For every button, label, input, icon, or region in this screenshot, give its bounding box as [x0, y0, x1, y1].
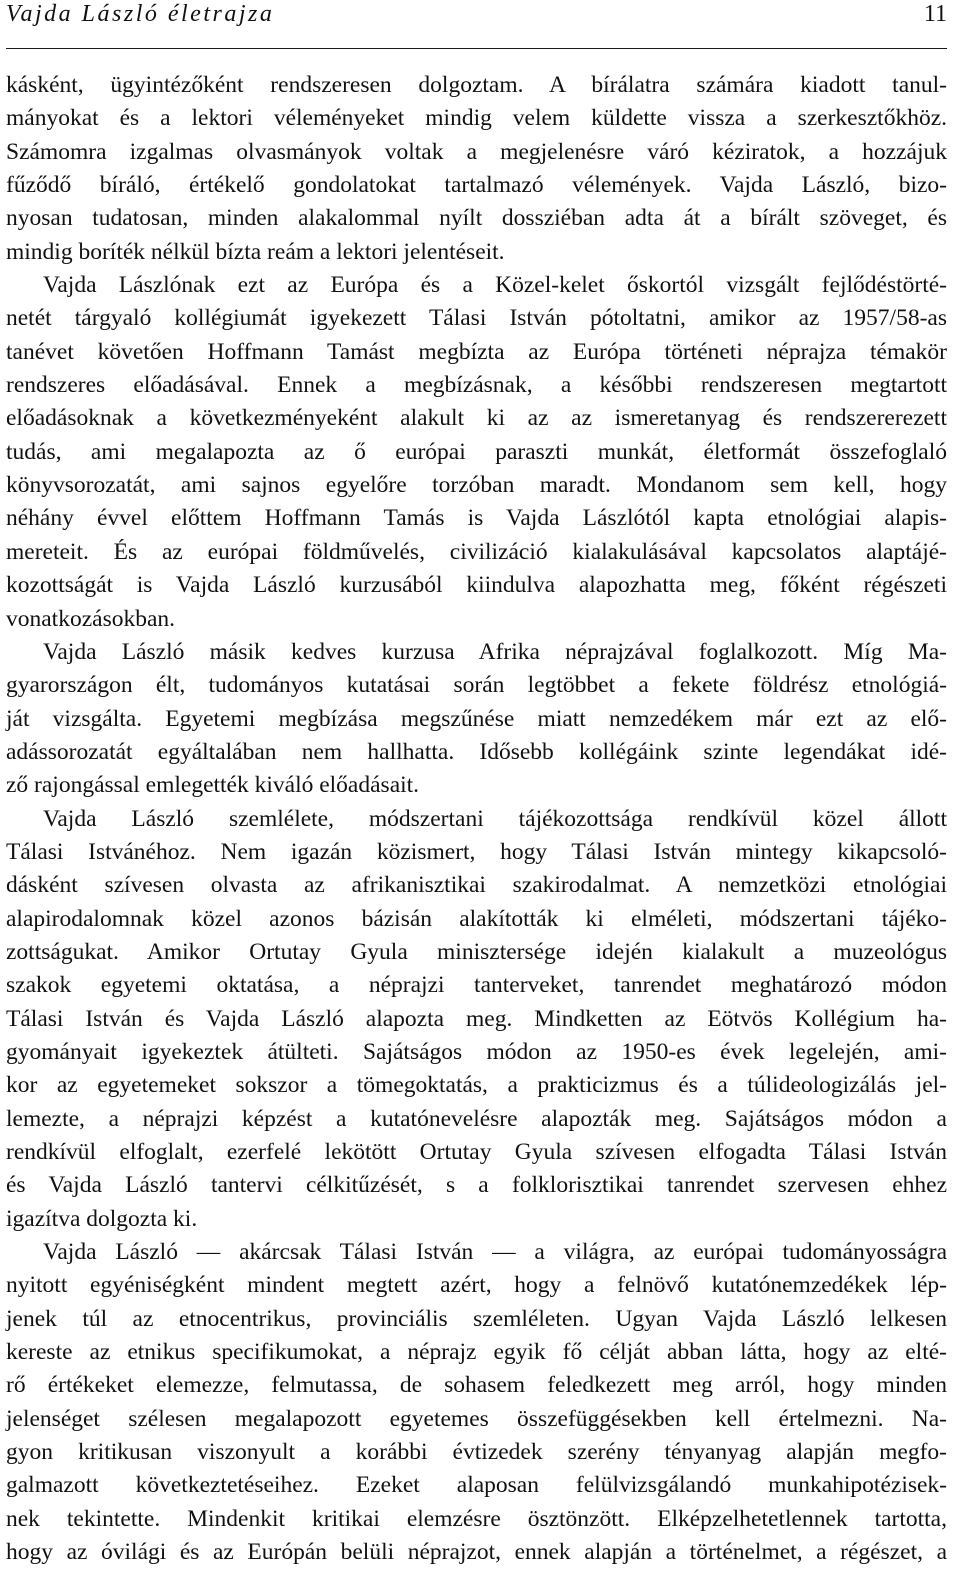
text-line: hogy az óvilági és az Európán belüli néprajzot, ennek alapján a történelmet, a régészet, a — [6, 1539, 947, 1566]
text-line: kozottságát is Vajda László kurzusából kiindulva alapozhatta meg, főként régészeti — [6, 572, 947, 599]
text-line: ző rajongással emlegették kiváló előadásait. — [6, 772, 420, 799]
text-line: gyarországon élt, tudományos kutatásai során legtöbbet a fekete földrész etnológiá- — [6, 672, 947, 699]
text-line: tudás, ami megalapozta az ő európai paraszti munkát, életformát összefoglaló — [6, 438, 947, 465]
text-line: fűződő bíráló, értékelő gondolatokat tartalmazó vélemények. Vajda László, bizo- — [6, 172, 947, 199]
text-line: dásként szívesen olvasta az afrikanisztikai szakirodalmat. A nemzetközi etnológiai — [6, 872, 947, 899]
text-line: Tálasi István és Vajda László alapozta meg. Mindketten az Eötvös Kollégium ha- — [6, 1005, 947, 1032]
body-text — [6, 69, 947, 1569]
text-line: nyosan tudatosan, minden alakalommal nyílt dossziéban adta át a bírált szöveget, és — [6, 205, 947, 232]
text-line: vonatkozásokban. — [6, 605, 176, 632]
page-number: 11 — [923, 1, 947, 27]
text-line: lemezte, a néprajzi képzést a kutatónevelésre alapozták meg. Sajátságos módon a — [6, 1105, 947, 1132]
text-line: előadásoknak a következményeként alakult ki az az ismeretanyag és rendszererezett — [6, 405, 947, 432]
text-line: gyományait igyekeztek átülteti. Sajátságos módon az 1950-es évek legelején, ami- — [6, 1038, 947, 1065]
text-line: igazítva dolgozta ki. — [6, 1205, 198, 1232]
text-line: Vajda László szemlélete, módszertani tájékozottsága rendkívül közel állott — [43, 805, 947, 832]
text-line: Számomra izgalmas olvasmányok voltak a megjelenésre váró kéziratok, a hozzájuk — [6, 138, 947, 165]
text-line: mindig boríték nélkül bízta reám a lektori jelentéseit. — [6, 238, 505, 265]
text-line: könyvsorozatát, ami sajnos egyelőre torzóban maradt. Mondanom sem kell, hogy — [6, 472, 947, 499]
running-title: Vajda László életrajza — [6, 1, 275, 27]
text-line: netét tárgyaló kollégiumát igyekezett Tálasi István pótoltatni, amikor az 1957/58-as — [6, 305, 947, 332]
text-line: Vajda Lászlónak ezt az Európa és a Közel-kelet őskortól vizsgált fejlődéstörté- — [43, 272, 947, 299]
text-line: kereste az etnikus specifikumokat, a néprajz egyik fő célját abban látta, hogy az elté- — [6, 1339, 947, 1366]
document-page — [6, 0, 947, 1569]
text-line: rő értékeket elemezze, felmutassa, de sohasem feledkezett meg arról, hogy minden — [6, 1372, 947, 1399]
text-line: néhány évvel előttem Hoffmann Tamás is Vajda Lászlótól kapta etnológiai alapis- — [6, 505, 947, 532]
text-line: rendkívül elfoglalt, ezerfelé lekötött Ortutay Gyula szívesen elfogadta Tálasi István — [6, 1139, 947, 1165]
text-line: ját vizsgálta. Egyetemi megbízása megszűnése miatt nemzedékem már ezt az elő- — [6, 705, 947, 732]
text-line: Vajda László másik kedves kurzusa Afrika néprajzával foglalkozott. Míg Ma- — [43, 638, 947, 665]
text-line: nek tekintette. Mindenkit kritikai elemzésre ösztönzött. Elképzelhetetlennek tartotta, — [6, 1505, 947, 1532]
text-line: rendszeres előadásával. Ennek a megbízásnak, a későbbi rendszeresen megtartott — [6, 372, 947, 399]
text-line: Tálasi Istvánéhoz. Nem igazán közismert, hogy Tálasi István mintegy kikapcsoló- — [6, 838, 947, 865]
text-line: Vajda László — akárcsak Tálasi István — a világra, az európai tudományosságra — [43, 1239, 947, 1266]
text-line: galmazott következtetéseihez. Ezeket alaposan felülvizsgálandó munkahipotézisek- — [6, 1472, 947, 1499]
text-line: gyon kritikusan viszonyult a korábbi évtizedek szerény tényanyag alapján megfo- — [6, 1439, 947, 1466]
text-line: jenek túl az etnocentrikus, provinciális szemléleten. Ugyan Vajda László lelkesen — [6, 1305, 947, 1332]
text-line: tanévet követően Hoffmann Tamást megbízta az Európa történeti néprajza témakör — [6, 338, 947, 365]
text-line: és Vajda László tantervi célkitűzését, s a folklorisztikai tanrendet szervesen ehhez — [6, 1172, 947, 1199]
text-line: kásként, ügyintézőként rendszeresen dolgoztam. A bírálatra számára kiadott tanul- — [6, 72, 947, 98]
text-line: jelenséget szélesen megalapozott egyetemes összefüggésekben kell értelmezni. Na- — [6, 1405, 947, 1432]
text-line: mereteit. És az európai földművelés, civilizáció kialakulásával kapcsolatos alaptájé- — [6, 538, 947, 565]
text-line: adássorozatát egyáltalában nem hallhatta. Idősebb kollégáink szinte legendákat idé- — [6, 738, 947, 765]
running-header — [6, 0, 947, 49]
text-line: mányokat és a lektori véleményeket mindig velem küldette vissza a szerkesztőkhöz. — [6, 105, 947, 132]
text-line: kor az egyetemeket sokszor a tömegoktatás, a prakticizmus és a túlideologizálás jel- — [6, 1072, 947, 1099]
text-line: alapirodalomnak közel azonos bázisán alakították ki elméleti, módszertani tájéko- — [6, 905, 947, 932]
text-line: zottságukat. Amikor Ortutay Gyula minisztersége idején kialakult a muzeológus — [6, 938, 947, 965]
text-line: nyitott egyéniségként mindent megtett azért, hogy a felnövő kutatónemzedékek lép- — [6, 1272, 947, 1299]
text-line: szakok egyetemi oktatása, a néprajzi tanterveket, tanrendet meghatározó módon — [6, 972, 947, 999]
